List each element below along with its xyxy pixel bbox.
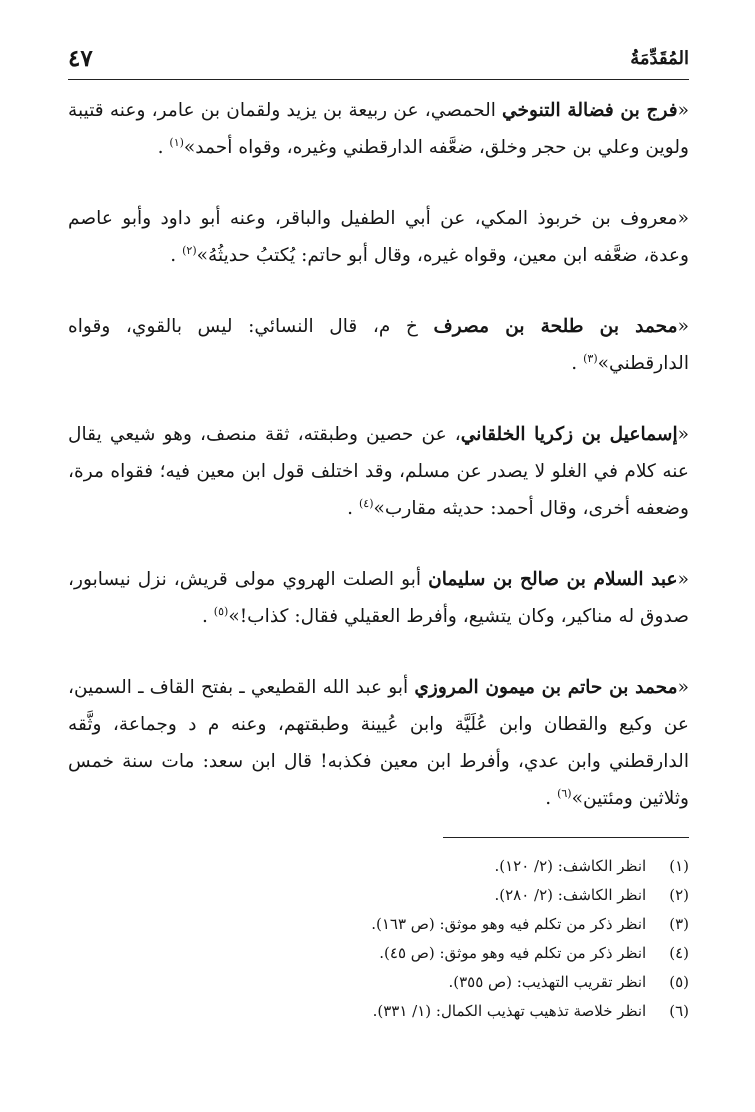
narrator-name: محمد بن حاتم بن ميمون المروزي <box>414 677 678 698</box>
footnote-ref: (٤) <box>358 496 374 510</box>
footnote-number: (٥) <box>669 973 689 991</box>
entry: «فرج بن فضالة التنوخي الحمصي، عن ربيعة بن يزيد ولقمان بن عامر، وعنه قتيبة ولوين وعلي بن حجر وخلق، ضعَّفه الدارقطني وغيره، وقواه أحمد»$^{(١)}$ . <box>68 100 689 158</box>
footnote-ref: (٢) <box>182 243 197 257</box>
footnote <box>269 852 689 881</box>
entry: «عبد السلام بن صالح بن سليمان أبو الصلت الهروي مولى قريش، نزل نيسابور، صدوق له مناكير، وكان يتشيع، وأفرط العقيلي فقال: كذاب!»$^{(٥)}$ . <box>68 569 689 627</box>
entry: «محمد بن طلحة بن مصرف خ م، قال النسائي: ليس بالقوي، وقواه الدارقطني»$^{(٣)}$ . <box>68 316 689 374</box>
narrator-name: محمد بن طلحة بن مصرف <box>433 316 678 337</box>
footnote-number: (٣) <box>669 915 689 933</box>
page-header <box>68 38 689 78</box>
footnote-text: انظر ذكر من تكلم فيه وهو موثق: (ص ٤٥). <box>379 944 647 962</box>
main-text <box>68 92 689 851</box>
footnotes <box>269 852 689 1026</box>
narrator-name: إسماعيل بن زكريا الخلقاني <box>460 424 678 445</box>
entry: «معروف بن خربوذ المكي، عن أبي الطفيل والباقر، وعنه أبو داود وأبو عاصم وعدة، ضعَّفه ابن معين، وقواه غيره، وقال أبو حاتم: يُكتبُ حديثُهُ»$^{(٢)}$ . <box>68 208 689 266</box>
footnote-text: انظر ذكر من تكلم فيه وهو موثق: (ص ١٦٣). <box>371 915 647 933</box>
header-rule <box>68 79 689 80</box>
entry: «إسماعيل بن زكريا الخلقاني، عن حصين وطبقته، ثقة منصف، وهو شيعي يقال عنه كلام في الغلو لا يصدر عن مسلم، وقد اختلف قول ابن معين فيه؛ فقواه مرة، وضعفه أخرى، وقال أحمد: حديثه مقارب»$^{(٤)}$ . <box>68 424 689 519</box>
footnote-text: انظر الكاشف: (٢/ ٢٨٠). <box>494 886 647 904</box>
footnote-number: (٤) <box>669 944 689 962</box>
footnote-number: (٢) <box>669 886 689 904</box>
footnote <box>269 910 689 939</box>
footnote <box>269 939 689 968</box>
footnote <box>269 997 689 1026</box>
footnote-number: (١) <box>669 857 689 875</box>
footnote-text: انظر خلاصة تذهيب تهذيب الكمال: (١/ ٣٣١). <box>372 1002 647 1020</box>
footnote-text: انظر الكاشف: (٢/ ١٢٠). <box>494 857 647 875</box>
footnote-number: (٦) <box>669 1002 689 1020</box>
entry: «محمد بن حاتم بن ميمون المروزي أبو عبد الله القطيعي ـ بفتح القاف ـ السمين، عن وكيع والقطان وابن عُلَيَّة وابن عُيينة وطبقتهم، وعنه م د وجماعة، وثَّقه الدارقطني وابن عدي، وأفرط ابن معين فكذبه! قال ابن سعد: مات سنة خمس وثلاثين ومئتين»$^{(٦)}$ . <box>68 677 689 809</box>
footnote-rule <box>443 837 689 838</box>
footnote-text: انظر تقريب التهذيب: (ص ٣٥٥). <box>448 973 647 991</box>
narrator-name: عبد السلام بن صالح بن سليمان <box>428 569 678 590</box>
footnote <box>269 881 689 910</box>
footnote-ref: (٦) <box>557 786 572 800</box>
footnote <box>269 968 689 997</box>
narrator-name: فرج بن فضالة التنوخي <box>502 100 678 121</box>
page-number: ٤٧ <box>68 44 93 72</box>
footnote-ref: (٥) <box>213 604 229 618</box>
running-title: المُقَدِّمَةُ <box>630 47 689 69</box>
footnote-ref: (١) <box>169 135 184 149</box>
footnote-ref: (٣) <box>583 351 598 365</box>
